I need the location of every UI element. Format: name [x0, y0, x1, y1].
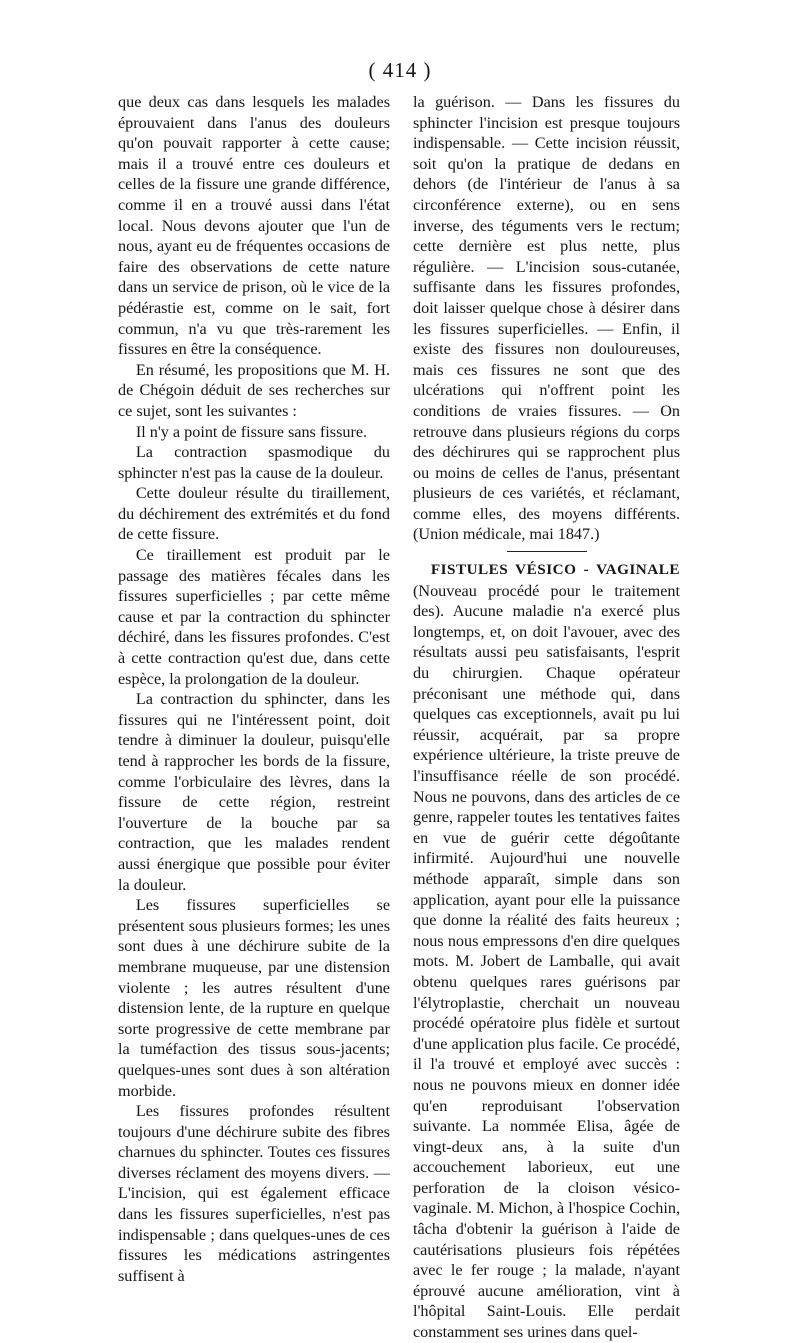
section-body: (Nouveau procédé pour le traitement des). Aucune maladie n'a exercé plus longtemps, et, on doit l'avouer, avec des résultats aussi peu satisfaisants, l'esprit du chirurgien. Chaque opérateur préconisant une méthode qui, dans quelques cas exceptionnels, avait pu lui réussir, acquérait, par sa propre expérience ultérieure, la triste preuve de l'insuffisance réelle de son procédé. Nous ne pouvons, dans des articles de ce genre, rappeler toutes les tentatives faites en vue de guérir cette dégoûtante infirmité. Aujourd'hui une nouvelle méthode apparaît, simple dans son application, ayant pour elle la puissance que donne la réalité des faits heureux ; nous nous empressons d'en dire quelques mots. M. Jobert de Lamballe, qui avait obtenu quelques rares guérisons par l'élytroplastie, cherchait un nouveau procédé opératoire plus fidèle et surtout d'une application plus facile. Ce procédé, il l'a trouvé et employé avec succès : nous ne pouvons mieux en donner idée qu'en reproduisant l'observation suivante. La nommée Elisa, âgée de vingt-deux ans, à la suite d'un accouchement laborieux, eut une perforation de la cloison vésico-vaginale. M. Michon, à l'hospice Cochin, tâcha d'obtenir la guérison à l'aide de cautérisations plusieurs fois répétées avec le fer rouge ; la malade, n'ayant éprouvé aucune amélioration, vint à l'hôpital Saint-Louis. Elle perdait constamment ses urines dans quel-: [413, 581, 680, 1342]
left-column: [118, 92, 390, 1286]
paragraph: Les fissures profondes résultent toujours d'une déchirure subite des fibres charnues du sphincter. Toutes ces fissures diverses réclament des moyens divers. — L'incision, qui est également efficace dans les fissures superficielles, n'est pas indispensable ; dans quelques-unes de ces fissures les médications astringentes suffisent à: [118, 1102, 390, 1285]
section-heading: FISTULES VÉSICO - VAGINALE: [430, 561, 680, 579]
section-divider: [507, 551, 587, 552]
section-paragraph: [413, 559, 680, 1343]
right-column: [413, 92, 680, 1343]
paragraph: Les fissures superficielles se présentent sous plusieurs formes; les unes sont dues à une déchirure subite de la membrane muqueuse, par une distension violente ; les autres résultent d'une distension lente, de la rupture en quelque sorte progressive de cette membrane par la tuméfaction des tissus sous-jacents; quelques-unes sont dues à son altération morbide.: [118, 896, 390, 1100]
paragraph: La contraction du sphincter, dans les fissures qui ne l'intéressent point, doit tendre à diminuer la douleur, puisqu'elle tend à rapprocher les bords de la fissure, comme l'orbiculaire des lèvres, dans la fissure de cette région, restreint l'ouverture de la bouche par sa contraction, que les malades rendent aussi énergique que possible pour éviter la douleur.: [118, 690, 390, 894]
paragraph: que deux cas dans lesquels les malades éprouvaient dans l'anus des douleurs qu'on pouvait rapporter à cette cause; mais il a trouvé entre ces douleurs et celles de la fissure une grande différence, comme il en a trouvé aussi dans l'état local. Nous devons ajouter que l'un de nous, ayant eu de fréquentes occasions de faire des observations de cette nature dans un service de prison, où le vice de la pédérastie est, comme on le sait, fort commun, n'a vu que très-rarement les fissures en être la conséquence.: [118, 93, 390, 359]
paragraph: Il n'y a point de fissure sans fissure.: [135, 422, 368, 441]
paragraph: La contraction spasmodique du sphincter n'est pas la cause de la douleur.: [118, 443, 390, 482]
paragraph: Cette douleur résulte du tiraillement, du déchirement des extrémités et du fond de cette fissure.: [118, 484, 390, 544]
paragraph: la guérison. — Dans les fissures du sphincter l'incision est presque toujours indispensable. — Cette incision réussit, soit qu'on la pratique de dedans en dehors (de l'intérieur de l'anus à sa circonférence externe), ou en sens inverse, des téguments vers le rectum; cette dernière est plus nette, plus régulière. — L'incision sous-cutanée, suffisante dans les fissures profondes, doit laisser quelque chose à désirer dans les fissures superficielles. — Enfin, il existe des fissures non douloureuses, mais ces fissures ne sont que des ulcérations qui n'offrent point les conditions de vraies fissures. — On retrouve dans plusieurs régions du corps des déchirures qui se rapprochent plus ou moins de celles de l'anus, présentant plusieurs de ces variétés, et réclamant, comme elles, des moyens différents. (Union médicale, mai 1847.): [413, 93, 680, 544]
paragraph: Ce tiraillement est produit par le passage des matières fécales dans les fissures superficielles ; par cette même cause et par la contraction du sphincter déchiré, dans les fissures profondes. C'est à cette contraction qu'est due, dans cette espèce, la prolongation de la douleur.: [118, 546, 390, 688]
paragraph: En résumé, les propositions que M. H. de Chégoin déduit de ses recherches sur ce sujet, sont les suivantes :: [118, 360, 390, 420]
page-number: ( 414 ): [368, 58, 432, 82]
